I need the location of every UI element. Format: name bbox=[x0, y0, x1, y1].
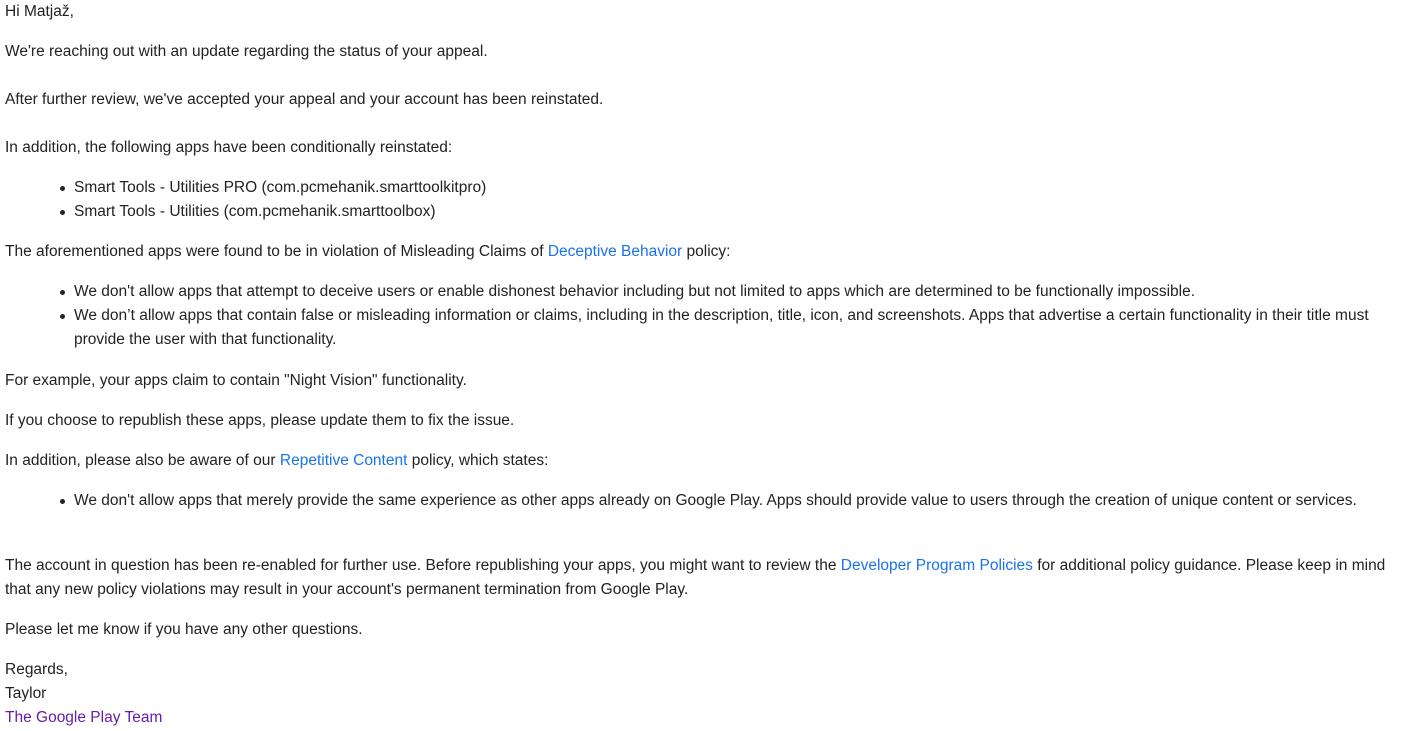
example-paragraph: For example, your apps claim to contain "Night Vision" functionality. bbox=[5, 372, 467, 389]
questions-paragraph: Please let me know if you have any other questions. bbox=[5, 621, 363, 638]
list-item: We don’t allow apps that contain false or misleading information or claims, including in the description, title, icon, and screenshots. Apps that advertise a certain functionality in their title must provide the user with that functionality. bbox=[74, 304, 1399, 352]
google-play-team-link[interactable]: The Google Play Team bbox=[5, 709, 163, 726]
reenabled-text-end: for additional policy guidance. Please keep in mind that any new policy violations may result in your account's permanent termination from Google Play. bbox=[5, 557, 1386, 598]
greeting: Hi Matjaž, bbox=[5, 3, 74, 20]
violation-text-end: policy: bbox=[682, 243, 731, 260]
reenabled-text: The account in question has been re-enabled for further use. Before republishing your apps, you might want to review the bbox=[5, 557, 841, 574]
list-item: We don't allow apps that attempt to deceive users or enable dishonest behavior including but not limited to apps which are determined to be functionally impossible. bbox=[74, 280, 1399, 304]
apps-list bbox=[74, 176, 1399, 224]
repetitive-text-end: policy, which states: bbox=[407, 452, 549, 469]
developer-program-policies-link[interactable]: Developer Program Policies bbox=[840, 557, 1033, 574]
intro-paragraph: We're reaching out with an update regarding the status of your appeal. bbox=[5, 43, 488, 60]
repetitive-paragraph bbox=[5, 449, 548, 473]
list-item: Smart Tools - Utilities (com.pcmehanik.smarttoolbox) bbox=[74, 200, 1399, 224]
apps-intro-paragraph: In addition, the following apps have been conditionally reinstated: bbox=[5, 139, 453, 156]
reenabled-paragraph bbox=[5, 554, 1397, 602]
repetitive-text: In addition, please also be aware of our bbox=[5, 452, 280, 469]
accepted-paragraph: After further review, we've accepted your appeal and your account has been reinstated. bbox=[5, 91, 604, 108]
signoff: Regards, bbox=[5, 661, 68, 678]
republish-paragraph: If you choose to republish these apps, please update them to fix the issue. bbox=[5, 412, 515, 429]
list-item: We don't allow apps that merely provide the same experience as other apps already on Google Play. Apps should provide value to users through the creation of unique content or services. bbox=[74, 489, 1399, 513]
violation-paragraph bbox=[5, 240, 730, 264]
repetitive-content-link[interactable]: Repetitive Content bbox=[279, 452, 408, 469]
signer-name: Taylor bbox=[5, 685, 47, 702]
violation-text: The aforementioned apps were found to be in violation of Misleading Claims of bbox=[5, 243, 548, 260]
violation-points-list bbox=[74, 280, 1399, 352]
repetitive-points-list bbox=[74, 489, 1399, 513]
deceptive-behavior-link[interactable]: Deceptive Behavior bbox=[547, 243, 683, 260]
list-item: Smart Tools - Utilities PRO (com.pcmehanik.smarttoolkitpro) bbox=[74, 176, 1399, 200]
